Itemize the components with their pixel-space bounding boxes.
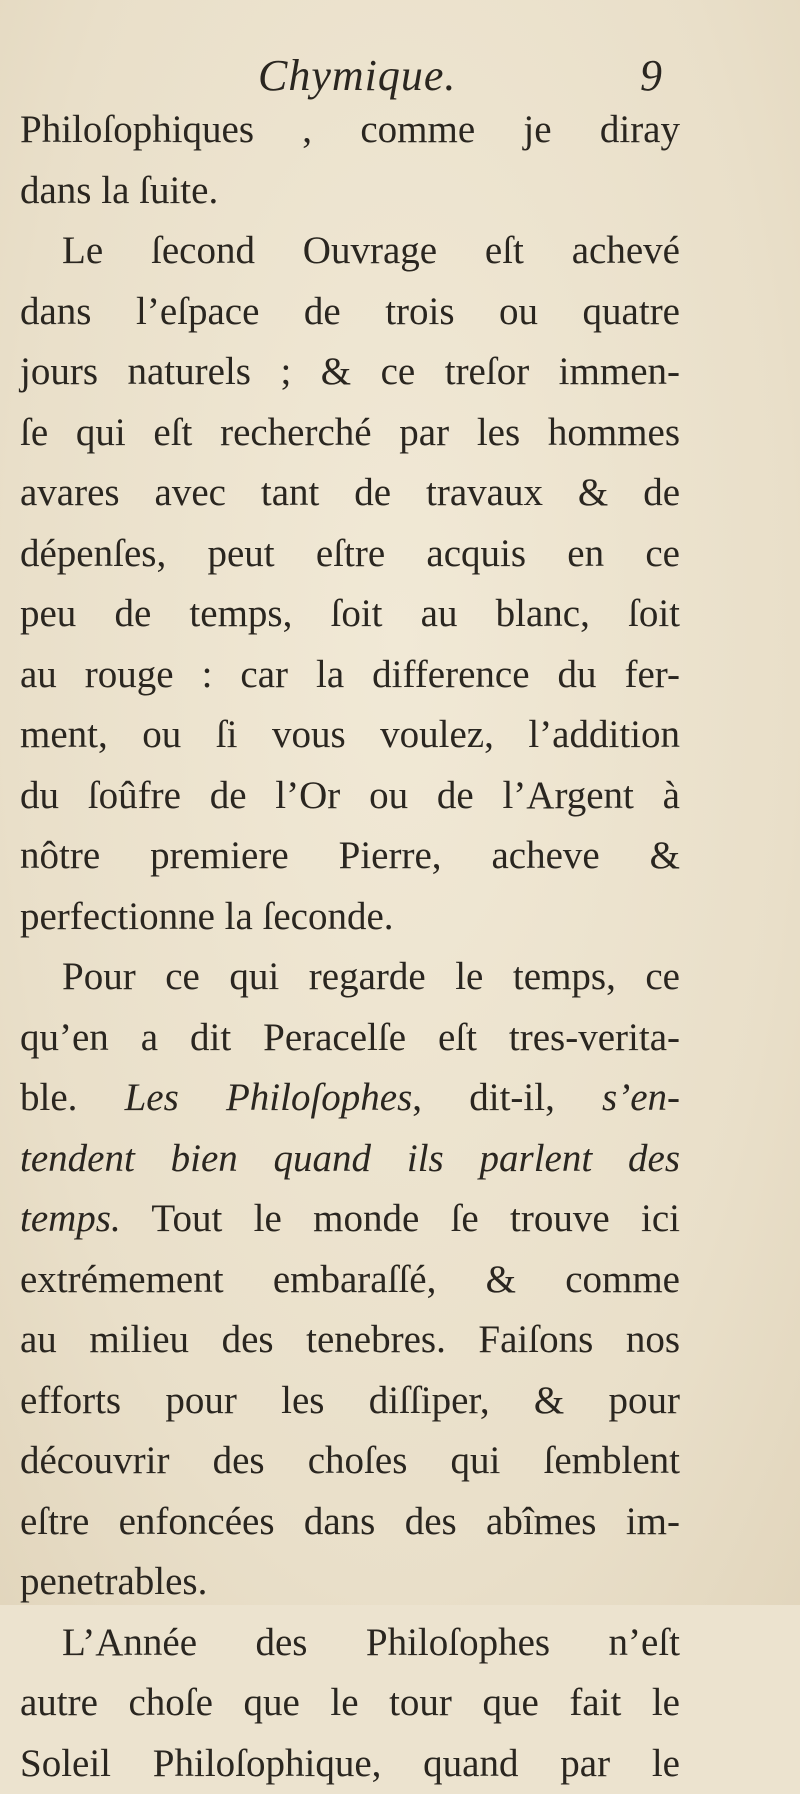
text-line: efforts pour les diſſiper, & pour — [20, 1371, 680, 1432]
text-line: peu de temps, ſoit au blanc, ſoit — [20, 584, 680, 645]
text-line: Pour ce qui regarde le temps, ce — [20, 947, 680, 1008]
text-line: du ſoûfre de l’Or ou de l’Argent à — [20, 766, 680, 827]
text-line: ment, ou ſi vous voulez, l’addition — [20, 705, 680, 766]
text-line: avares avec tant de travaux & de — [20, 463, 680, 524]
italic-run: temps. — [20, 1197, 121, 1240]
page-number: 9 — [640, 50, 662, 101]
text-run: ble. — [20, 1076, 125, 1119]
text-line: extrémement embaraſſé, & comme — [20, 1250, 680, 1311]
text-line: penetrables. — [20, 1552, 680, 1613]
text-line: nôtre premiere Pierre, acheve & — [20, 826, 680, 887]
text-run: Tout le monde ſe trouve ici — [121, 1197, 680, 1240]
text-line: qu’en a dit Peracelſe eſt tres-verita- — [20, 1008, 680, 1069]
text-line: au milieu des tenebres. Faiſons nos — [20, 1310, 680, 1371]
text-line: ſe qui eſt recherché par les hommes — [20, 403, 680, 464]
italic-run: s’en- — [602, 1076, 680, 1119]
text-line: jours naturels ; & ce treſor immen- — [20, 342, 680, 403]
text-line: perfectionne la ſeconde. — [20, 887, 680, 948]
text-line: Le ſecond Ouvrage eſt achevé — [20, 221, 680, 282]
text-line: dépenſes, peut eſtre acquis en ce — [20, 524, 680, 585]
text-run: , dit-il, — [412, 1076, 602, 1119]
text-line: découvrir des choſes qui ſemblent — [20, 1431, 680, 1492]
text-line: Philoſophiques , comme je diray — [20, 100, 680, 161]
body-text — [20, 100, 680, 1794]
text-line: Soleil Philoſophique, quand par le — [20, 1734, 680, 1794]
text-line — [20, 1189, 680, 1250]
text-line: eſtre enfoncées dans des abîmes im- — [20, 1492, 680, 1553]
text-line — [20, 1068, 680, 1129]
text-line: au rouge : car la difference du fer- — [20, 645, 680, 706]
running-head: Chymique. — [258, 50, 456, 101]
text-line: tendent bien quand ils parlent des — [20, 1129, 680, 1190]
text-line: L’Année des Philoſophes n’eſt — [20, 1613, 680, 1674]
text-line: autre choſe que le tour que fait le — [20, 1673, 680, 1734]
italic-run: Les Philoſophes — [125, 1076, 413, 1119]
text-line: dans l’eſpace de trois ou quatre — [20, 282, 680, 343]
text-line: dans la ſuite. — [20, 161, 680, 222]
